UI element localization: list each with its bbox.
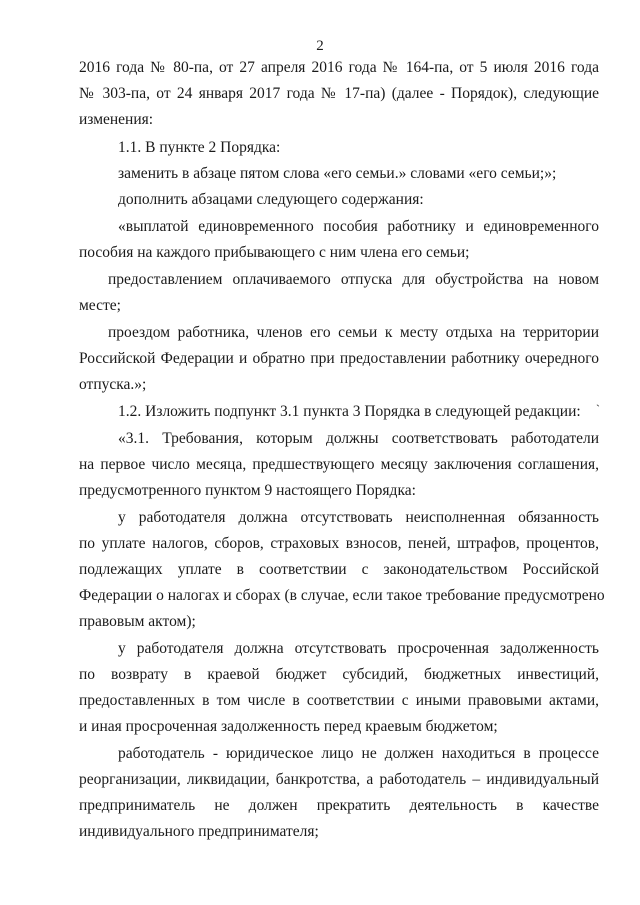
stray-mark: ` (596, 402, 600, 416)
text-line: месте; (79, 297, 121, 314)
text-line: «3.1. Требования, которым должны соответствовать работодатели (118, 430, 599, 447)
text-line: № 303-па, от 24 января 2017 года № 17-па) (далее - Порядок), следующие (79, 85, 599, 102)
text-line: Федерации о налогах и сборах (в случае, если такое требование предусмотрено (79, 587, 605, 604)
text-line: пособия на каждого прибывающего с ним члена его семьи; (79, 244, 470, 261)
text-line: подлежащих уплате в соответствии с законодательством Российской (79, 561, 599, 578)
text-line: заменить в абзаце пятом слова «его семьи.» словами «его семьи;»; (118, 165, 557, 182)
text-line: «выплатой единовременного пособия работнику и единовременного (118, 218, 599, 235)
text-line: проездом работника, членов его семьи к месту отдыха на территории (108, 324, 599, 341)
text-line: дополнить абзацами следующего содержания: (118, 191, 424, 208)
text-line: по возврату в краевой бюджет субсидий, бюджетных инвестиций, (79, 666, 599, 683)
text-line: 1.1. В пункте 2 Порядка: (118, 139, 281, 156)
text-line: 1.2. Изложить подпункт 3.1 пункта 3 Порядка в следующей редакции: (118, 403, 581, 420)
text-line: правовым актом); (79, 613, 196, 630)
text-line: реорганизации, ликвидации, банкротства, а работодатель – индивидуальный (79, 771, 599, 788)
text-line: предоставлением оплачиваемого отпуска для обустройства на новом (108, 271, 599, 288)
text-line: предоставленных в том числе в соответствии с иными правовыми актами, (79, 692, 599, 709)
text-line: работодатель - юридическое лицо не должен находиться в процессе (118, 745, 599, 762)
text-line: у работодателя должна отсутствовать неисполненная обязанность (118, 509, 599, 526)
text-line: у работодателя должна отсутствовать просроченная задолженность (118, 640, 599, 657)
text-line: Российской Федерации и обратно при предоставлении работнику очередного (79, 350, 599, 367)
page-number: 2 (316, 38, 324, 54)
text-line: индивидуального предпринимателя; (79, 823, 319, 840)
text-line: отпуска.»; (79, 376, 147, 393)
text-line: 2016 года № 80-па, от 27 апреля 2016 года № 164-па, от 5 июля 2016 года (79, 59, 599, 76)
text-line: на первое число месяца, предшествующего месяцу заключения соглашения, (79, 456, 599, 473)
text-line: по уплате налогов, сборов, страховых взносов, пеней, штрафов, процентов, (79, 535, 599, 552)
text-line: предусмотренного пунктом 9 настоящего Порядка: (79, 482, 416, 499)
text-line: изменения: (79, 111, 154, 128)
text-line: и иная просроченная задолженность перед краевым бюджетом; (79, 718, 498, 735)
text-line: предприниматель не должен прекратить деятельность в качестве (79, 797, 599, 814)
